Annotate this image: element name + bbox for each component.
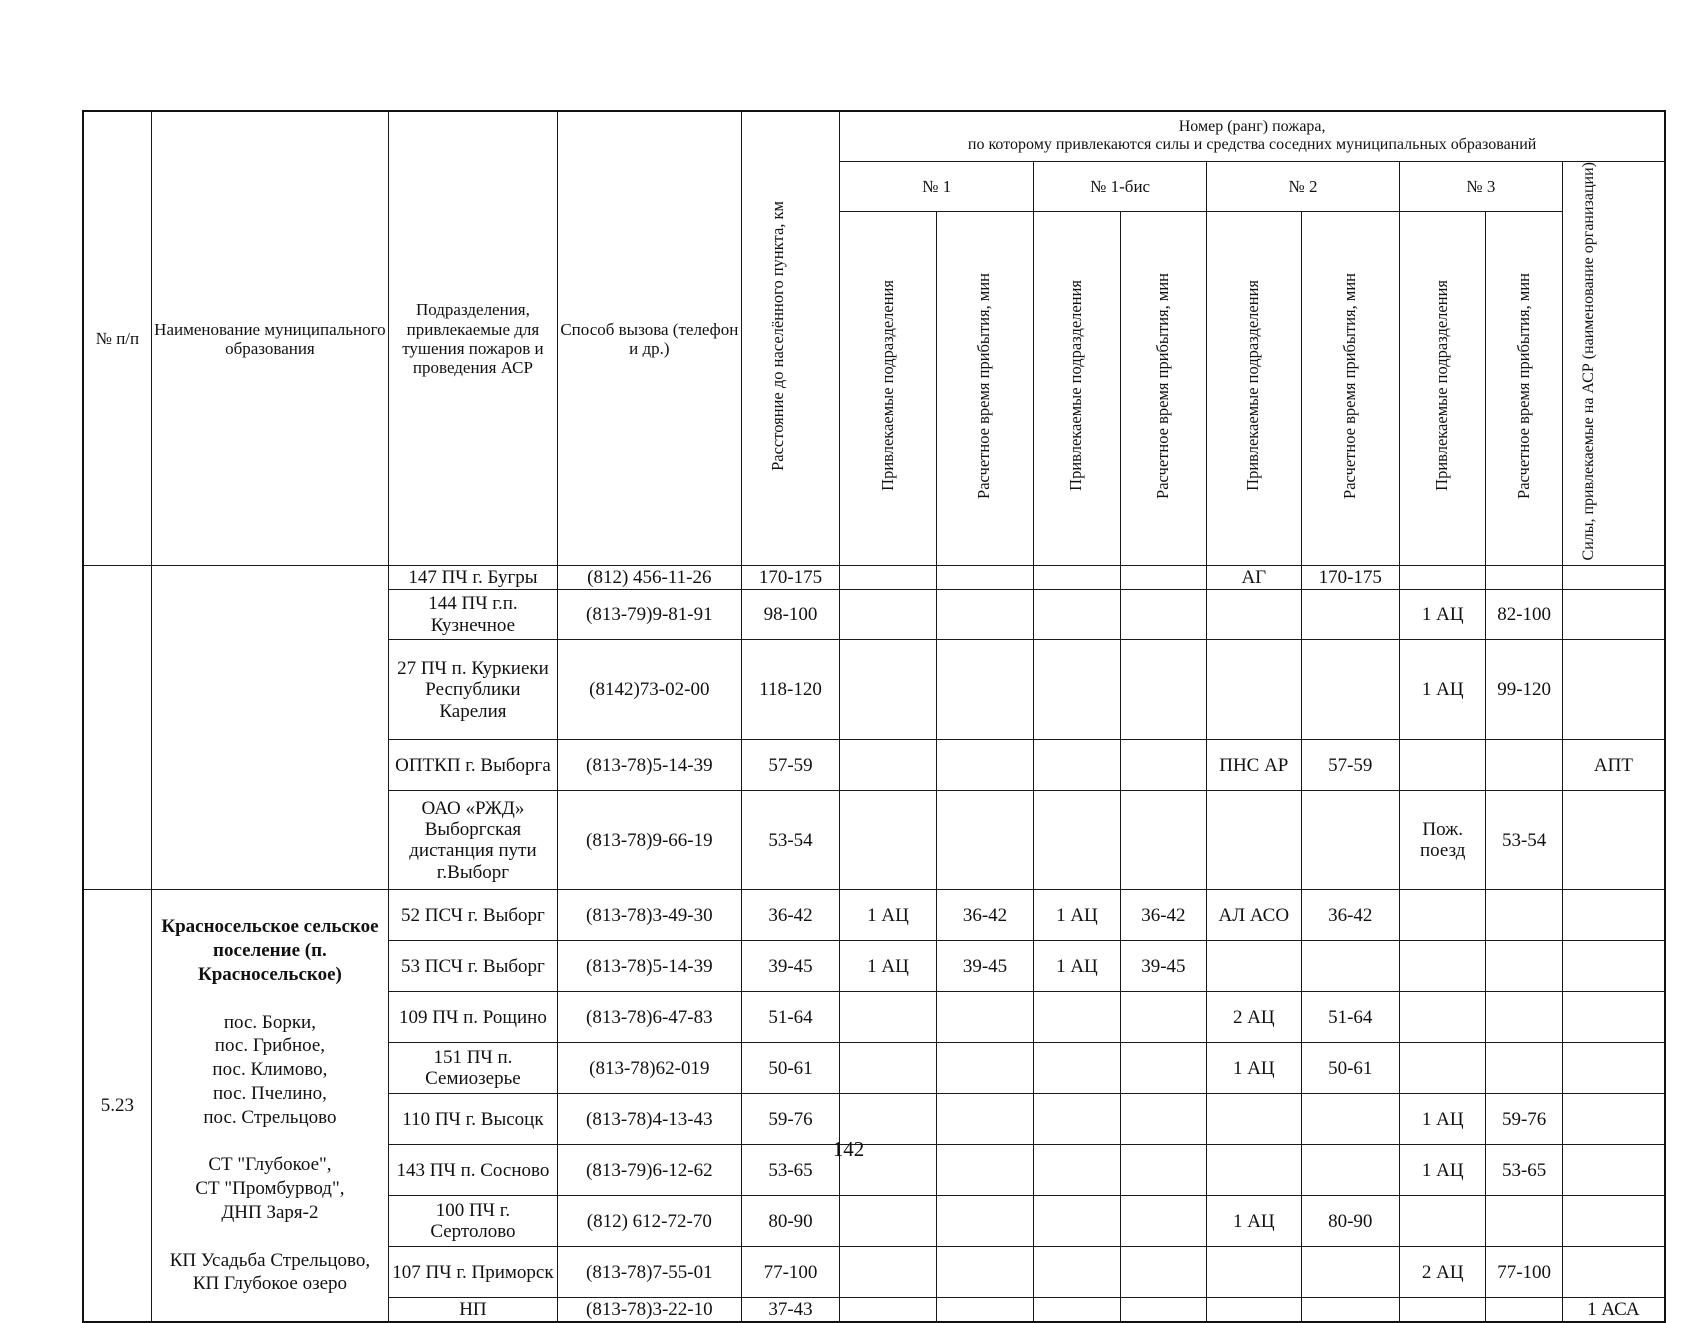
cell-distance: 98-100 xyxy=(741,590,839,640)
cell-r3-time xyxy=(1486,740,1562,791)
header-r3-time: Расчетное время прибытия, мин xyxy=(1486,211,1562,566)
cell-r2-units: АГ xyxy=(1207,566,1301,590)
cell-r1bis-time xyxy=(1120,791,1206,890)
cell-r1bis-time: 39-45 xyxy=(1120,941,1206,992)
cell-r1-units: 1 АЦ xyxy=(840,890,936,941)
cell-asr xyxy=(1562,590,1665,640)
cell-distance: 170-175 xyxy=(741,566,839,590)
cell-r3-time: 82-100 xyxy=(1486,590,1562,640)
cell-unit: 52 ПСЧ г. Выборг xyxy=(389,890,558,941)
cell-r1bis-time xyxy=(1120,740,1206,791)
cell-r3-time xyxy=(1486,566,1562,590)
cell-r2-time: 36-42 xyxy=(1301,890,1399,941)
cell-r3-units: 1 АЦ xyxy=(1400,640,1486,740)
cell-r2-units xyxy=(1207,590,1301,640)
cell-r1-time xyxy=(936,1043,1033,1094)
cell-r1-units xyxy=(840,992,936,1043)
cell-r3-units xyxy=(1400,566,1486,590)
cell-distance: 59-76 xyxy=(741,1094,839,1145)
cell-r2-time: 57-59 xyxy=(1301,740,1399,791)
cell-r3-time xyxy=(1486,992,1562,1043)
table-row xyxy=(83,566,1665,590)
cell-r1-time xyxy=(936,992,1033,1043)
municipality-name: Красносельское сельское поселение (п. Красносельское) xyxy=(161,916,379,985)
cell-r3-time xyxy=(1486,1298,1562,1322)
header-call-method: Способ вызова (телефон и др.) xyxy=(557,111,741,566)
header-r1-time: Расчетное время прибытия, мин xyxy=(936,211,1033,566)
cell-r1-time xyxy=(936,791,1033,890)
cell-r3-time xyxy=(1486,1043,1562,1094)
settlement-item: пос. Пчелино, xyxy=(212,1082,327,1104)
header-r2-time: Расчетное время прибытия, мин xyxy=(1301,211,1399,566)
cell-r3-units xyxy=(1400,1043,1486,1094)
cell-r3-units xyxy=(1400,740,1486,791)
cell-r3-units xyxy=(1400,1196,1486,1247)
header-fire-rank-subtitle: по которому привлекаются силы и средства соседних муниципальных образований xyxy=(967,136,1537,154)
cell-r1-units xyxy=(840,1247,936,1298)
cell-r3-units xyxy=(1400,992,1486,1043)
cell-r1-units: 1 АЦ xyxy=(840,941,936,992)
cell-r2-time xyxy=(1301,640,1399,740)
cell-r3-units: 1 АЦ xyxy=(1400,1145,1486,1196)
cell-phone: (813-79)9-81-91 xyxy=(557,590,741,640)
cell-unit: НП xyxy=(389,1298,558,1322)
cell-r2-time xyxy=(1301,941,1399,992)
cell-r2-units: 2 АЦ xyxy=(1207,992,1301,1043)
header-r2-units: Привлекаемые подразделения xyxy=(1207,211,1301,566)
cell-r3-units xyxy=(1400,1298,1486,1322)
cell-asr xyxy=(1562,1043,1665,1094)
cell-r1-units xyxy=(840,1196,936,1247)
cell-r3-time xyxy=(1486,890,1562,941)
cell-r1bis-units xyxy=(1034,1043,1120,1094)
cell-distance: 53-65 xyxy=(741,1145,839,1196)
header-units: Подразделения, привлекаемые для тушения пожаров и проведения АСР xyxy=(389,111,558,566)
cell-r2-units: 1 АЦ xyxy=(1207,1043,1301,1094)
cell-r2-units: ПНС АР xyxy=(1207,740,1301,791)
cell-r3-units: 2 АЦ xyxy=(1400,1247,1486,1298)
settlement-item: пос. Борки, xyxy=(223,1011,316,1033)
header-r3-units: Привлекаемые подразделения xyxy=(1400,211,1486,566)
cell-r2-time: 51-64 xyxy=(1301,992,1399,1043)
cell-r3-units xyxy=(1400,890,1486,941)
cell-phone: (813-78)5-14-39 xyxy=(557,740,741,791)
cell-phone: (813-78)3-49-30 xyxy=(557,890,741,941)
cell-r1bis-time xyxy=(1120,566,1206,590)
cell-r1-time xyxy=(936,1196,1033,1247)
cell-r1-units xyxy=(840,740,936,791)
cell-r2-units xyxy=(1207,1247,1301,1298)
cell-r1-units xyxy=(840,791,936,890)
cell-phone: (812) 456-11-26 xyxy=(557,566,741,590)
cell-distance: 80-90 xyxy=(741,1196,839,1247)
cell-r1bis-units xyxy=(1034,1298,1120,1322)
cell-r1bis-units: 1 АЦ xyxy=(1034,890,1120,941)
cell-phone: (812) 612-72-70 xyxy=(557,1196,741,1247)
cell-r1-time xyxy=(936,640,1033,740)
cell-r1bis-time xyxy=(1120,1196,1206,1247)
cell-distance: 53-54 xyxy=(741,791,839,890)
cell-r1bis-units xyxy=(1034,791,1120,890)
header-rank-3: № 3 xyxy=(1400,161,1563,211)
cell-municipality-blank xyxy=(151,566,388,890)
cell-distance: 50-61 xyxy=(741,1043,839,1094)
cell-r2-units xyxy=(1207,640,1301,740)
cell-r1bis-time: 36-42 xyxy=(1120,890,1206,941)
cell-phone: (813-78)9-66-19 xyxy=(557,791,741,890)
cell-r2-units: АЛ АСО xyxy=(1207,890,1301,941)
cell-distance: 57-59 xyxy=(741,740,839,791)
cell-r2-units xyxy=(1207,941,1301,992)
cell-r1-time: 36-42 xyxy=(936,890,1033,941)
table-row xyxy=(83,890,1665,941)
cell-r2-time: 50-61 xyxy=(1301,1043,1399,1094)
cell-asr: АПТ xyxy=(1562,740,1665,791)
header-fire-rank-title: Номер (ранг) пожара, xyxy=(1178,118,1326,136)
cell-phone: (813-79)6-12-62 xyxy=(557,1145,741,1196)
header-distance: Расстояние до населённого пункта, км xyxy=(741,111,839,566)
settlement-item: пос. Грибное, xyxy=(214,1035,326,1057)
cell-asr xyxy=(1562,566,1665,590)
cell-r2-time xyxy=(1301,791,1399,890)
cell-phone: (813-78)62-019 xyxy=(557,1043,741,1094)
header-asr-forces: Силы, привлекаемые на АСР (наименование организации) xyxy=(1562,161,1665,566)
cell-distance: 118-120 xyxy=(741,640,839,740)
cell-r1bis-units xyxy=(1034,1196,1120,1247)
cell-r1bis-time xyxy=(1120,1043,1206,1094)
cell-r1-time xyxy=(936,566,1033,590)
cell-r1bis-units xyxy=(1034,740,1120,791)
cell-r1bis-time xyxy=(1120,590,1206,640)
cell-r2-time xyxy=(1301,590,1399,640)
settlement-item: КП Усадьба Стрельцово, xyxy=(169,1249,371,1271)
cell-r1bis-units xyxy=(1034,992,1120,1043)
header-municipality: Наименование муниципального образования xyxy=(151,111,388,566)
page-number: 142 xyxy=(832,1137,865,1161)
cell-r1bis-time xyxy=(1120,640,1206,740)
cell-r1-time: 39-45 xyxy=(936,941,1033,992)
cell-r1-time xyxy=(936,740,1033,791)
header-rank-1: № 1 xyxy=(840,161,1034,211)
settlement-item: СТ "Глубокое", xyxy=(208,1154,332,1176)
cell-asr xyxy=(1562,791,1665,890)
cell-r3-time xyxy=(1486,1196,1562,1247)
cell-asr xyxy=(1562,941,1665,992)
cell-unit: 151 ПЧ п. Семиозерье xyxy=(389,1043,558,1094)
cell-r3-time: 99-120 xyxy=(1486,640,1562,740)
cell-r1-time xyxy=(936,590,1033,640)
cell-unit: 109 ПЧ п. Рощино xyxy=(389,992,558,1043)
cell-r3-units: 1 АЦ xyxy=(1400,1094,1486,1145)
cell-unit: 27 ПЧ п. Куркиеки Республики Карелия xyxy=(389,640,558,740)
cell-r2-units xyxy=(1207,1298,1301,1322)
cell-section-num: 5.23 xyxy=(83,890,151,1322)
cell-r3-time: 59-76 xyxy=(1486,1094,1562,1145)
cell-r1-time xyxy=(936,1247,1033,1298)
cell-phone: (8142)73-02-00 xyxy=(557,640,741,740)
cell-r1-units xyxy=(840,566,936,590)
cell-unit: ОПТКП г. Выборга xyxy=(389,740,558,791)
settlement-item: пос. Стрельцово xyxy=(203,1106,337,1128)
cell-r3-time xyxy=(1486,941,1562,992)
cell-unit: 147 ПЧ г. Бугры xyxy=(389,566,558,590)
cell-asr: 1 АСА xyxy=(1562,1298,1665,1322)
cell-r2-time: 170-175 xyxy=(1301,566,1399,590)
cell-num-blank xyxy=(83,566,151,890)
cell-r1-time xyxy=(936,1298,1033,1322)
header-r1-units: Привлекаемые подразделения xyxy=(840,211,936,566)
cell-r1bis-units xyxy=(1034,566,1120,590)
cell-r3-time: 53-54 xyxy=(1486,791,1562,890)
cell-r1-units xyxy=(840,590,936,640)
cell-asr xyxy=(1562,1196,1665,1247)
cell-municipality-523 xyxy=(151,890,388,1322)
cell-r3-units: 1 АЦ xyxy=(1400,590,1486,640)
settlement-item: КП Глубокое озеро xyxy=(192,1273,348,1295)
cell-unit: 100 ПЧ г. Сертолово xyxy=(389,1196,558,1247)
cell-phone: (813-78)3-22-10 xyxy=(557,1298,741,1322)
cell-phone: (813-78)5-14-39 xyxy=(557,941,741,992)
cell-unit: 144 ПЧ г.п. Кузнечное xyxy=(389,590,558,640)
cell-distance: 36-42 xyxy=(741,890,839,941)
cell-r2-units xyxy=(1207,791,1301,890)
cell-r3-time: 77-100 xyxy=(1486,1247,1562,1298)
cell-distance: 77-100 xyxy=(741,1247,839,1298)
cell-r3-units xyxy=(1400,941,1486,992)
cell-distance: 51-64 xyxy=(741,992,839,1043)
cell-unit: ОАО «РЖД» Выборгская дистанция пути г.Выборг xyxy=(389,791,558,890)
cell-r2-units: 1 АЦ xyxy=(1207,1196,1301,1247)
cell-asr xyxy=(1562,640,1665,740)
cell-r1bis-time xyxy=(1120,1298,1206,1322)
cell-r3-time: 53-65 xyxy=(1486,1145,1562,1196)
cell-r1-units xyxy=(840,640,936,740)
cell-asr xyxy=(1562,1247,1665,1298)
cell-unit: 110 ПЧ г. Высоцк xyxy=(389,1094,558,1145)
settlement-item: СТ "Промбурвод", xyxy=(195,1178,345,1200)
cell-asr xyxy=(1562,992,1665,1043)
header-rank-2: № 2 xyxy=(1207,161,1400,211)
header-r1bis-units: Привлекаемые подразделения xyxy=(1034,211,1120,566)
cell-r3-units: Пож. поезд xyxy=(1400,791,1486,890)
cell-unit: 143 ПЧ п. Сосново xyxy=(389,1145,558,1196)
cell-unit: 107 ПЧ г. Приморск xyxy=(389,1247,558,1298)
cell-r1-units xyxy=(840,1043,936,1094)
cell-distance: 37-43 xyxy=(741,1298,839,1322)
cell-r2-time xyxy=(1301,1247,1399,1298)
cell-r2-time xyxy=(1301,1298,1399,1322)
cell-r1bis-units xyxy=(1034,640,1120,740)
cell-phone: (813-78)7-55-01 xyxy=(557,1247,741,1298)
header-r1bis-time: Расчетное время прибытия, мин xyxy=(1120,211,1206,566)
cell-r1bis-time xyxy=(1120,1247,1206,1298)
cell-phone: (813-78)4-13-43 xyxy=(557,1094,741,1145)
settlement-item: ДНП Заря-2 xyxy=(221,1201,319,1223)
cell-asr xyxy=(1562,890,1665,941)
cell-phone: (813-78)6-47-83 xyxy=(557,992,741,1043)
header-fire-rank xyxy=(840,111,1665,161)
cell-r1bis-units xyxy=(1034,1247,1120,1298)
settlement-item: пос. Климово, xyxy=(212,1059,328,1081)
cell-r2-time: 80-90 xyxy=(1301,1196,1399,1247)
cell-unit: 53 ПСЧ г. Выборг xyxy=(389,941,558,992)
header-num: № п/п xyxy=(83,111,151,566)
header-rank-1bis: № 1-бис xyxy=(1034,161,1207,211)
cell-r1bis-time xyxy=(1120,992,1206,1043)
cell-r1-units xyxy=(840,1298,936,1322)
cell-r1bis-units xyxy=(1034,590,1120,640)
cell-r1bis-units: 1 АЦ xyxy=(1034,941,1120,992)
cell-distance: 39-45 xyxy=(741,941,839,992)
